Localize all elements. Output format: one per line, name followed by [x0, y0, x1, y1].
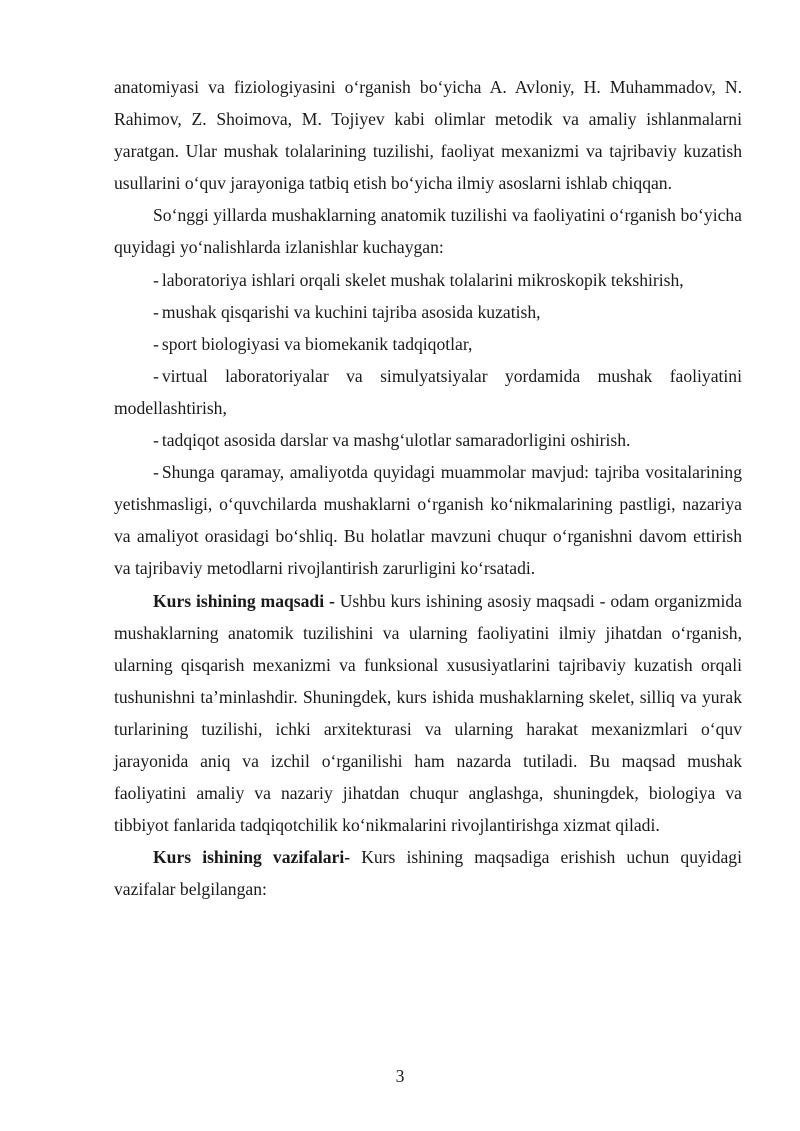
goal-heading: Kurs ishining maqsadi -	[153, 590, 335, 611]
list-dash: -	[153, 462, 159, 483]
list-item-text: mushak qisqarishi va kuchini tajriba asosida kuzatish,	[161, 301, 541, 322]
tasks-heading: Kurs ishining vazifalari-	[153, 847, 351, 868]
list-dash: -	[153, 301, 159, 322]
list-item	[114, 328, 742, 360]
list-item-text: tadqiqot asosida darslar va mashg‘ulotlar samaradorligini oshirish.	[161, 430, 631, 451]
goal-text: Ushbu kurs ishining asosiy maqsadi - odam organizmida mushaklarning anatomik tuzilishini va ularning faoliyatini ilmiy jihatdan o‘rganish, ularning qisqarish mexanizmi va funksional xususiyatlarini tajribaviy kuzatish orqali tushunishni ta’minlashdir. Shuningdek, kurs ishida mushaklarning skelet, silliq va yurak turlarining tuzilishi, ichki arxitekturasi va ularning harakat mexanizmlari o‘quv jarayonida aniq va izchil o‘rganilishi ham nazarda tutiladi. Bu maqsad mushak faoliyatini amaliy va nazariy jihatdan chuqur anglashga, shuningdek, biologiya va tibbiyot fanlarida tadqiqotchilik ko‘nikmalarini rivojlantirishga xizmat qiladi.	[114, 590, 742, 836]
list-dash: -	[153, 269, 159, 290]
list-item	[114, 424, 742, 456]
list-item-text: virtual laboratoriyalar va simulyatsiyalar yordamida mushak faoliyatini modellashtirish,	[114, 365, 742, 418]
list-item	[114, 296, 742, 328]
paragraph-intro: anatomiyasi va fiziologiyasini o‘rganish bo‘yicha A. Avloniy, H. Muhammadov, N. Rahimov, Z. Shoimova, M. Tojiyev kabi olimlar metodik va amaliy ishlanmalarni yaratgan. Ular mushak tolalarining tuzilishi, faoliyat mexanizmi va tajribaviy kuzatish usullarini o‘quv jarayoniga tatbiq etish bo‘yicha ilmiy asoslarni ishlab chiqqan.	[114, 77, 742, 194]
list-item	[114, 360, 742, 424]
list-item	[114, 456, 742, 584]
list-item-text: Shunga qaramay, amaliyotda quyidagi muammolar mavjud: tajriba vositalarining yetishmasligi, o‘quvchilarda mushaklarni o‘rganish ko‘nikmalarining pastligi, nazariya va amaliyot orasidagi bo‘shliq. Bu holatlar mavzuni chuqur o‘rganishni davom ettirish va tajribaviy metodlarni rivojlantirish zarurligini ko‘rsatadi.	[114, 462, 742, 579]
page-number: 3	[395, 1066, 405, 1086]
paragraph-goal	[114, 585, 742, 842]
list-item-text: laboratoriya ishlari orqali skelet mushak tolalarini mikroskopik tekshirish,	[161, 269, 684, 290]
list-dash: -	[153, 430, 159, 451]
document-page	[114, 71, 742, 905]
list-item-text: sport biologiyasi va biomekanik tadqiqotlar,	[161, 333, 473, 354]
list-dash: -	[153, 365, 159, 386]
paragraph-directions: So‘nggi yillarda mushaklarning anatomik tuzilishi va faoliyatini o‘rganish bo‘yicha quyidagi yo‘nalishlarda izlanishlar kuchaygan:	[114, 205, 742, 258]
list-dash: -	[153, 333, 159, 354]
tasks-text: Kurs ishining maqsadiga erishish uchun quyidagi vazifalar belgilangan:	[114, 847, 742, 900]
list-item	[114, 264, 742, 296]
paragraph-tasks	[114, 841, 742, 905]
